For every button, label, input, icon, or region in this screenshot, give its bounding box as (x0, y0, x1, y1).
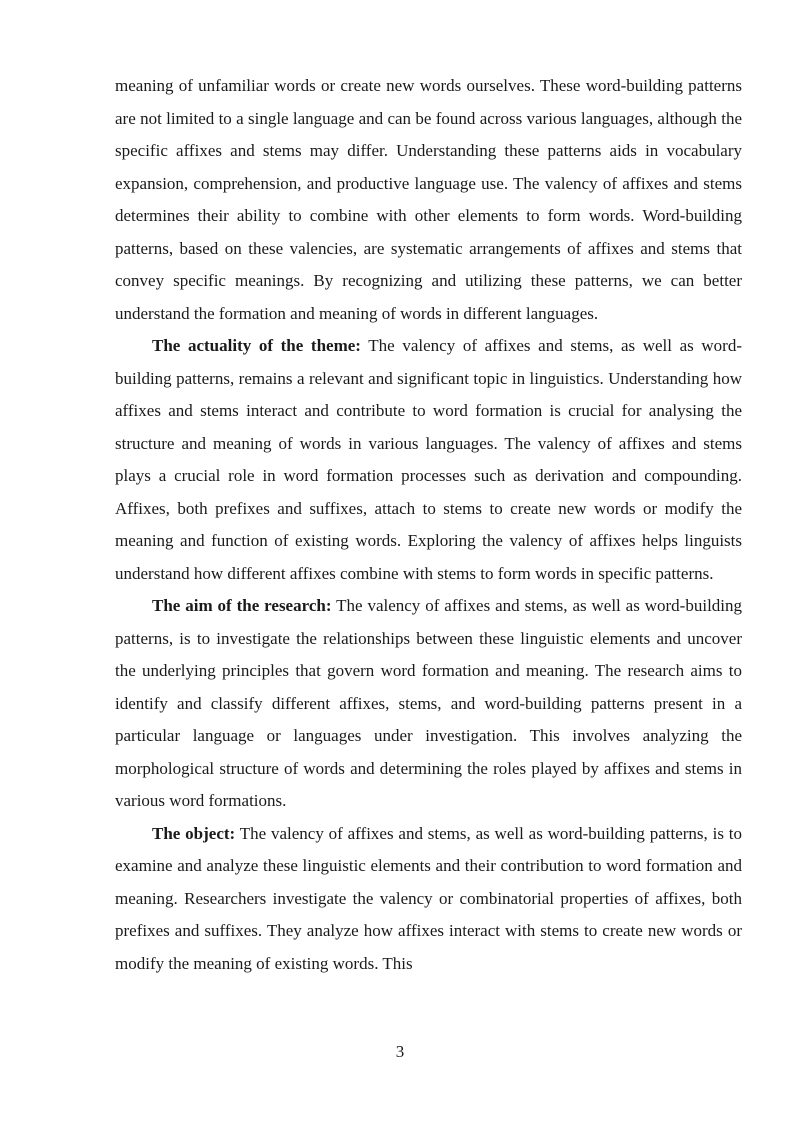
page-number: 3 (395, 1042, 405, 1061)
paragraph-heading-actuality: The actuality of the theme: (152, 336, 361, 355)
paragraph-actuality (115, 330, 742, 590)
paragraph-aim (115, 590, 742, 818)
paragraph-object (115, 818, 742, 981)
paragraph-text: The valency of affixes and stems, as well as word-building patterns, is to investigate the relationships between these linguistic elements and uncover the underlying principles that govern word formation and meaning. The research aims to identify and classify different affixes, stems, and word-building patterns present in a particular language or languages under investigation. This involves analyzing the morphological structure of words and determining the roles played by affixes and stems in various word formations. (115, 596, 743, 810)
paragraph-intro-continuation (115, 70, 742, 330)
document-page (115, 70, 742, 980)
paragraph-heading-aim: The aim of the research: (152, 596, 332, 615)
paragraph-text: The valency of affixes and stems, as well as word-building patterns, is to examine and analyze these linguistic elements and their contribution to word formation and meaning. Researchers investigate the valency or combinatorial properties of affixes, both prefixes and suffixes. They analyze how affixes interact with stems to create new words or modify the meaning of existing words. This (115, 823, 743, 973)
paragraph-heading-object: The object: (152, 823, 236, 843)
paragraph-text: The valency of affixes and stems, as well as word-building patterns, remains a relevant and significant topic in linguistics. Understanding how affixes and stems interact and contribute to word formation is crucial for analysing the structure and meaning of words in various languages. The valency of affixes and stems plays a crucial role in word formation processes such as derivation and compounding. Affixes, both prefixes and suffixes, attach to stems to create new words or modify the meaning and function of existing words. Exploring the valency of affixes helps linguists understand how different affixes combine with stems to form words in specific patterns. (115, 336, 743, 583)
paragraph-text: meaning of unfamiliar words or create new words ourselves. These word-building patterns are not limited to a single language and can be found across various languages, although the specific affixes and stems may differ. Understanding these patterns aids in vocabulary expansion, comprehension, and productive language use. The valency of affixes and stems determines their ability to combine with other elements to form words. Word-building patterns, based on these valencies, are systematic arrangements of affixes and stems that convey specific meanings. By recognizing and utilizing these patterns, we can better understand the formation and meaning of words in different languages. (115, 76, 742, 323)
